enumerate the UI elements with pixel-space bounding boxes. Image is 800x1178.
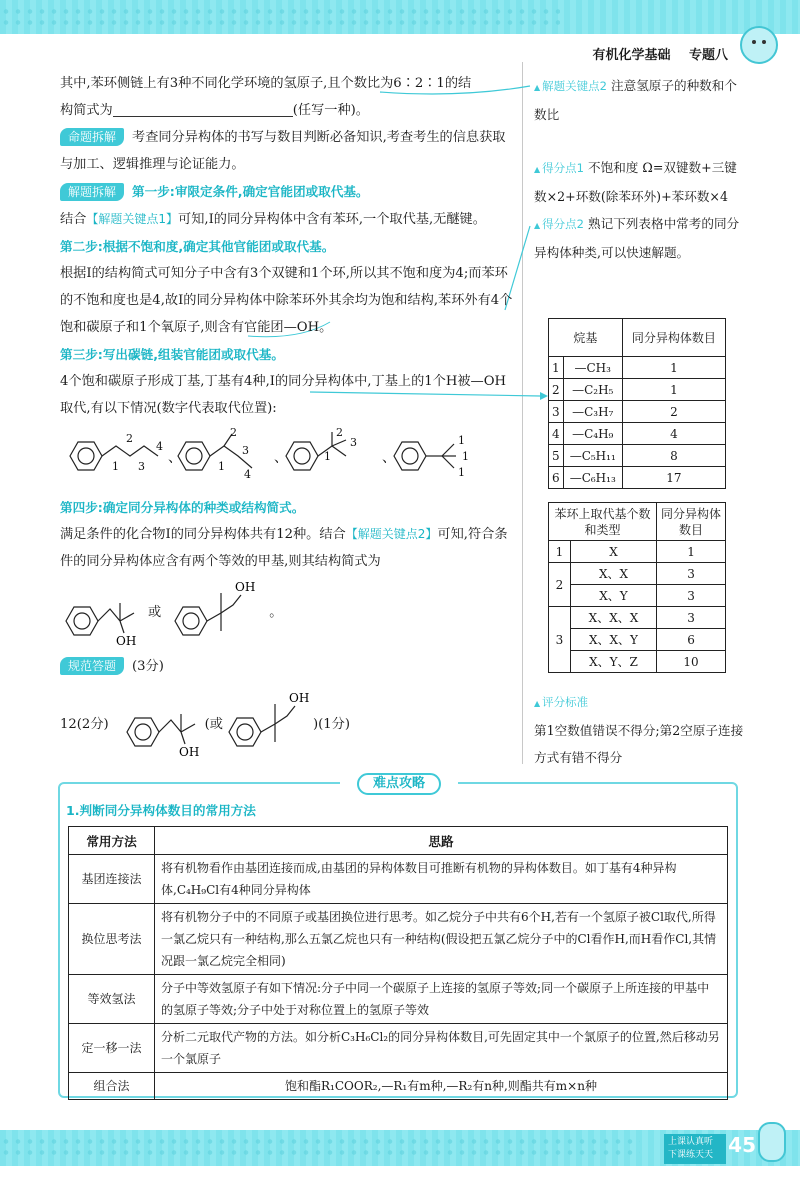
- answer-count: 12(2分): [60, 716, 109, 732]
- keypoint-ref-1: 【解题关键点1】: [86, 212, 179, 226]
- table-row: X、Y 3: [549, 585, 726, 607]
- table-row: 定一移一法 分析二元取代产物的方法。如分析C₃H₆Cl₂的同分异构体数目,可先固定其中一个氯原子的位置,然后移动另一个氯原子: [69, 1024, 728, 1073]
- position-label: 1: [458, 466, 465, 479]
- svg-text:OH: OH: [289, 691, 310, 705]
- position-label: 4: [244, 468, 251, 481]
- structure-tertiary-alcohol: [60, 577, 140, 647]
- table-row: X、Y、Z 10: [549, 651, 726, 673]
- header-subject: 有机化学基础: [592, 48, 671, 63]
- position-label: 1: [458, 434, 465, 447]
- position-label: 3: [242, 444, 249, 457]
- table-row: 基团连接法 将有机物看作由基团连接而成,由基团的异构体数目可推断有机物的异构体数目。如丁基有4种异构体,C₄H₉Cl有4种同分异构体: [69, 855, 728, 904]
- rating-standard: ▲ 评分标准 第1空数值错误不得分;第2空原子连接方式有错不得分: [534, 688, 746, 771]
- table-row: 1 —CH₃ 1: [549, 357, 726, 379]
- side-df2: ▲ 得分点2 熟记下列表格中常考的同分异构体种类,可以快速解题。: [534, 210, 746, 266]
- guifan-line: 规范答题 (3分): [60, 653, 518, 680]
- step1-line: [60, 178, 518, 206]
- table-row: 4 —C₄H₉ 4: [549, 423, 726, 445]
- svg-text:、: 、: [168, 450, 182, 466]
- step1-body: 结合【解题关键点1】可知,Ⅰ的同分异构体中含有苯环,一个取代基,无醚键。: [60, 212, 486, 227]
- table-row: 等效氢法 分子中等效氢原子有如下情况:分子中同一个碳原子上连接的氢原子等效;同一个碳原子上所连接的甲基中的氢原子等效;分子中处于对称位置上的氢原子等效: [69, 975, 728, 1024]
- table-row: 1 X 1: [549, 541, 726, 563]
- svg-text:、: 、: [274, 450, 288, 466]
- step4-body: 满足条件的化合物Ⅰ的同分异构体共有12种。结合【解题关键点2】可知,符合条件的同分异构体应含有两个等效的甲基,则其结构简式为: [60, 527, 508, 569]
- table-row: X、X、Y 6: [549, 629, 726, 651]
- header-topic: 专题八: [688, 48, 728, 63]
- svg-text:OH: OH: [178, 745, 199, 759]
- mingti-paragraph: 命题拆解 考查同分异构体的书写与数目判断必备知识,考查考生的信息获取与加工、逻辑推理与论证能力。: [60, 130, 506, 172]
- position-label: 4: [156, 440, 163, 453]
- side-kp2: ▲ 解题关键点2 注意氢原子的种数和个数比: [534, 72, 746, 128]
- position-label: 2: [230, 426, 237, 439]
- position-label: 3: [138, 460, 145, 473]
- table-row: 换位思考法 将有机物分子中的不同原子或基团换位进行思考。如乙烷分子中共有6个H,若有一个氢原子被Cl取代,所得一氯乙烷只有一种结构,那么五氯乙烷也只有一种结构(假设把五氯乙烷分子中的Cl看作H,而H看作Cl,其情况跟一氯乙烷完全相同): [69, 904, 728, 975]
- table-row: 2 X、X 3: [549, 563, 726, 585]
- final-answer: 12(2分) OH (或 OH )(1分): [60, 684, 518, 764]
- svg-text:OH: OH: [235, 580, 256, 594]
- butyl-structures: [60, 426, 518, 490]
- position-label: 2: [126, 432, 133, 445]
- step3-body: 4个饱和碳原子形成丁基,丁基有4种,Ⅰ的同分异构体中,丁基上的1个H被—OH取代,有以下情况(数字代表取代位置):: [60, 374, 507, 416]
- structure-primary-alcohol: [169, 577, 259, 647]
- step1-heading: 第一步:审限定条件,确定官能团或取代基。: [132, 184, 369, 199]
- keypoint-ref-2: 【解题关键点2】: [345, 527, 438, 541]
- table-row: 2 —C₂H₅ 1: [549, 379, 726, 401]
- methods-table: 常用方法 思路 基团连接法 将有机物看作由基团连接而成,由基团的异构体数目可推断有机物的异构体数目。如丁基有4种异构体,C₄H₉Cl有4种同分异构体 换位思考法 将有机物分子中的不同原子或基团换位进行思考。如乙烷分子中共有6个H,若有一个氢原子被Cl取代,所得一氯乙烷只有一种结构,那么五氯乙烷也只有一种结构(假设把五氯乙烷分子中的Cl看作H,而H看作Cl,其情况跟一氯乙烷完全相同) 等效氢法 分子中等效氢原子有如下情况:分子中同一个碳原子上连接的氢原子等效;同一个碳原子上所连接的甲基中的氢原子等效;分子中处于对称位置上的氢原子等效 定一移一法 分析二元取代产物的方法。如分析C₃H₆Cl₂的同分异构体数目,可先固定其中一个氯原子的位置,然后移动另一个氯原子 组合法 饱和酯R₁COOR₂,—R₁有m种,—R₂有n种,则酯共有m×n种: [68, 826, 728, 1100]
- answer-score: )(1分): [313, 716, 351, 732]
- table-row: 6 —C₆H₁₃ 17: [549, 467, 726, 489]
- page-number: 45: [728, 1133, 756, 1157]
- position-label: 2: [336, 426, 343, 439]
- alkyl-isomer-table: 烷基 同分异构体数目 1 —CH₃ 1 2 —C₂H₅ 1 3 —C₃H₇ 2 4 —C₄H₉ 4 5 —C₅H₁₁ 8 6 —C₆H₁₃ 17: [548, 318, 726, 489]
- answer-blank: [113, 101, 293, 117]
- side-df1: ▲ 得分点1 不饱和度 Ω=双键数+三键数×2+环数(除苯环外)+苯环数×4: [534, 154, 746, 210]
- step2-body: 根据Ⅰ的结构简式可知分子中含有3个双键和1个环,所以其不饱和度为4;而苯环的不饱和度也是4,故Ⅰ的同分异构体中除苯环外其余均为饱和结构,苯环外有4个饱和碳原子和1个氧原子,则含有官能团—OH。: [60, 266, 513, 335]
- table-row: 组合法 饱和酯R₁COOR₂,—R₁有m种,—R₂有n种,则酯共有m×n种: [69, 1073, 728, 1100]
- difficulty-box: [58, 776, 738, 1098]
- position-label: 3: [350, 436, 357, 449]
- box-subtitle: 1.判断同分异构体数目的常用方法: [66, 803, 256, 818]
- position-label: 1: [462, 450, 469, 463]
- step2-heading: 第二步:根据不饱和度,确定其他官能团或取代基。: [60, 239, 335, 254]
- svg-text:、: 、: [382, 450, 396, 466]
- position-label: 1: [324, 450, 331, 463]
- box-title: 难点攻略: [357, 773, 441, 795]
- or-text: 或: [148, 604, 162, 620]
- table-row: 3 X、X、X 3: [549, 607, 726, 629]
- step4-heading: 第四步:确定同分异构体的种类或结构简式。: [60, 500, 305, 515]
- svg-text:OH: OH: [116, 634, 137, 647]
- footer-mascot-icon: [758, 1122, 786, 1162]
- answer-structure-1: [121, 688, 205, 760]
- answer-structure-2: [223, 688, 313, 760]
- footer-slogan: 上课认真听 下课练天天: [664, 1134, 726, 1164]
- position-label: 1: [218, 460, 225, 473]
- tag-jieti: 解题拆解: [60, 183, 124, 201]
- table-row: 3 —C₃H₇ 2: [549, 401, 726, 423]
- tag-guifan: 规范答题: [60, 657, 124, 675]
- bottom-banner: [0, 1130, 800, 1166]
- benzene-substituent-table: 苯环上取代基个数和类型 同分异构体数目 1 X 1 2 X、X 3 X、Y 3 3 X、X、X 3 X、X、Y 6 X、Y、Z 10: [548, 502, 726, 673]
- question-line-1: 其中,苯环侧链上有3种不同化学环境的氢原子,且个数比为6∶2∶1的结: [60, 76, 472, 91]
- solution-column: [60, 70, 518, 764]
- side-notes: [534, 72, 746, 266]
- answer-structures: OH 或 OH 。: [60, 575, 518, 649]
- butyl-structures-row: [60, 426, 518, 490]
- tag-mingti: 命题拆解: [60, 128, 124, 146]
- step3-heading: 第三步:写出碳链,组装官能团或取代基。: [60, 347, 284, 362]
- question-line-2: 构简式为 (任写一种)。: [60, 103, 369, 118]
- table-row: 5 —C₅H₁₁ 8: [549, 445, 726, 467]
- position-label: 1: [112, 460, 119, 473]
